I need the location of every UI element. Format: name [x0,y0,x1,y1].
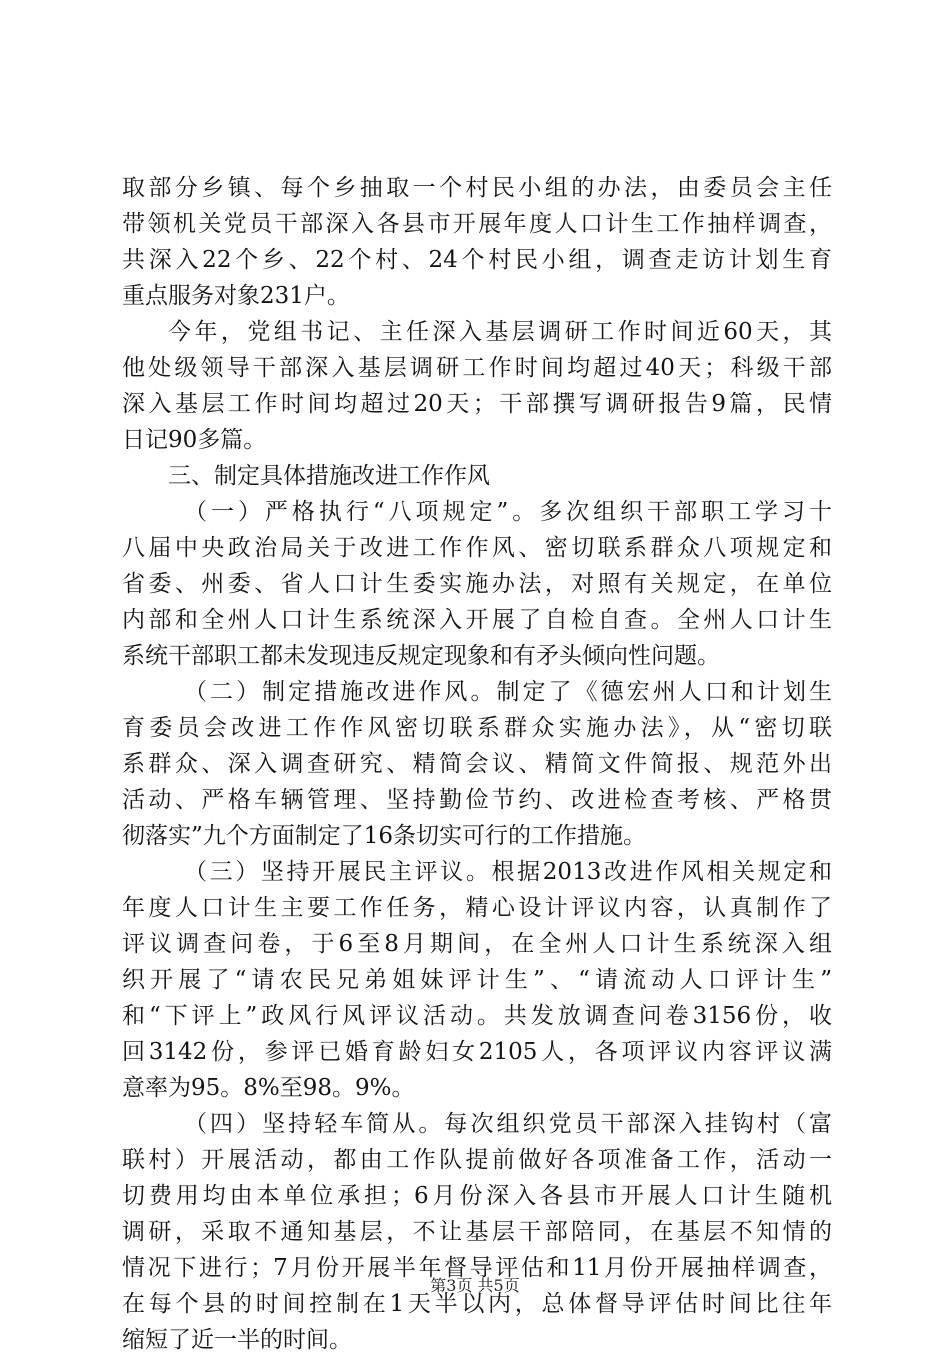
text-line: 取部分乡镇、每个乡抽取一个村民小组的办法，由委员会主任 [122,175,832,201]
text-line: 重点服务对象231户。 [122,283,350,309]
text-line: 带领机关党员干部深入各县市开展年度人口计生工作抽样调查， [122,211,832,237]
document-body [122,170,832,1358]
text-line: （二）制定措施改进作风。制定了《德宏州人口和计划生 [184,679,832,705]
text-line: 深入基层工作时间均超过20天；干部撰写调研报告9篇，民情 [122,391,832,417]
section-heading-text: 三、制定具体措施改进工作作风 [168,463,490,489]
text-line: 系统干部职工都未发现违反规定现象和有矛头倾向性问题。 [122,643,720,669]
paragraph-measures [122,674,832,854]
text-line: 联村）开展活动，都由工作队提前做好各项准备工作，活动一 [122,1147,832,1173]
text-line: 评议调查问卷，于6至8月期间，在全州人口计生系统深入组 [122,931,832,957]
text-line: 织开展了“请农民兄弟姐妹评计生”、“请流动人口评计生” [122,967,832,993]
text-line: （四）坚持轻车简从。每次组织党员干部深入挂钩村（富 [184,1111,832,1137]
text-line: 今年，党组书记、主任深入基层调研工作时间近60天，其 [168,319,832,345]
text-line: 回3142份，参评已婚育龄妇女2105人，各项评议内容评议满 [122,1039,832,1065]
text-line: 活动、严格车辆管理、坚持勤俭节约、改进检查考核、严格贯 [122,787,832,813]
paragraph-survey-method [122,170,832,314]
text-line: （三）坚持开展民主评议。根据2013改进作风相关规定和 [184,859,832,885]
text-line: 他处级领导干部深入基层调研工作时间均超过40天；科级干部 [122,355,832,381]
text-line: 情况下进行；7月份开展半年督导评估和11月份开展抽样调查， [122,1255,832,1281]
text-line: 年度人口计生主要工作任务，精心设计评议内容，认真制作了 [122,895,832,921]
text-line: 切费用均由本单位承担；6月份深入各县市开展人口计生随机 [122,1183,832,1209]
text-line: 在每个县的时间控制在1天半以内，总体督导评估时间比往年 [122,1291,832,1317]
paragraph-democratic-review [122,854,832,1106]
text-line: （一）严格执行“八项规定”。多次组织干部职工学习十 [184,499,832,525]
text-line: 和“下评上”政风行风评议活动。共发放调查问卷3156份，收 [122,1003,832,1029]
text-line: 意率为95。8%至98。9%。 [122,1075,415,1101]
paragraph-research-time [122,314,832,458]
page-number-footer: 第3页 共5页 [430,1276,520,1295]
text-line: 共深入22个乡、22个村、24个村民小组，调查走访计划生育 [122,247,832,273]
section-heading [122,458,832,494]
text-line: 内部和全州人口计生系统深入开展了自检自查。全州人口计生 [122,607,832,633]
text-line: 缩短了近一半的时间。 [122,1327,352,1353]
paragraph-eight-rules [122,494,832,674]
paragraph-frugal-travel [122,1106,832,1358]
text-line: 调研，采取不通知基层，不让基层干部陪同，在基层不知情的 [122,1219,832,1245]
text-line: 省委、州委、省人口计生委实施办法，对照有关规定，在单位 [122,571,832,597]
text-line: 育委员会改进工作作风密切联系群众实施办法》，从“密切联 [122,715,832,741]
text-line: 日记90多篇。 [122,427,267,453]
text-line: 彻落实”九个方面制定了16条切实可行的工作措施。 [122,823,647,849]
text-line: 八届中央政治局关于改进工作作风、密切联系群众八项规定和 [122,535,832,561]
text-line: 系群众、深入调查研究、精简会议、精简文件简报、规范外出 [122,751,832,777]
